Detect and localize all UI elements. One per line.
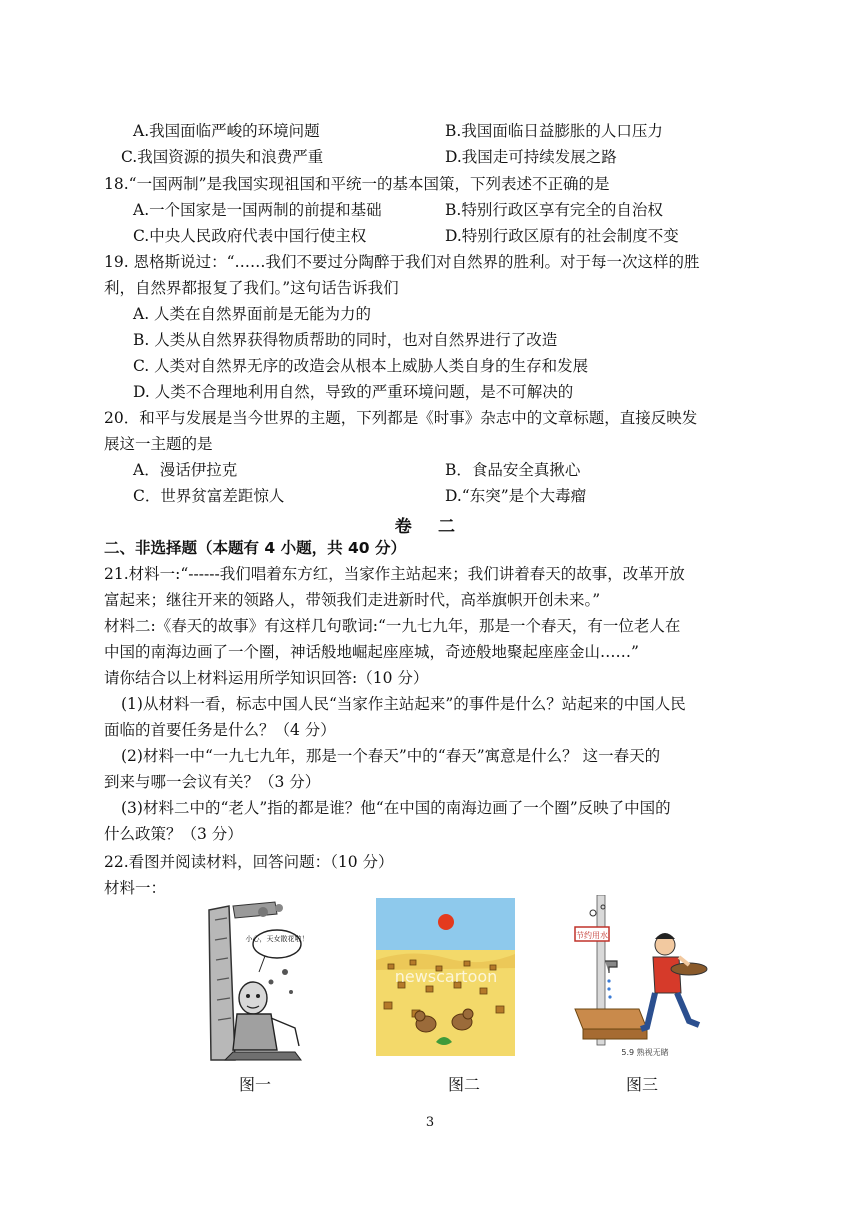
q21-material1-line2: 富起来；继往开来的领路人，带领我们走进新时代，高举旗帜开创未来。” <box>104 591 601 609</box>
figure-two-caption: 图二 <box>447 1075 480 1094</box>
q21-sub1-line2: 面临的首要任务是什么？（4 分） <box>104 721 336 739</box>
section-heading: 二、非选择题（本题有 4 小题，共 40 分） <box>104 539 406 557</box>
q21-sub3-line2: 什么政策？（3 分） <box>104 825 243 843</box>
q21-sub2-line1: (2)材料一中“一九七九年，那是一个春天”中的“春天”寓意是什么？ 这一春天的 <box>121 747 661 765</box>
q20-stem-line2: 展这一主题的是 <box>104 435 213 453</box>
figure-two-cartoon <box>376 898 515 1056</box>
figure-three-caption: 图三 <box>625 1075 658 1094</box>
q20-option-b: B．食品安全真揪心 <box>445 461 581 479</box>
q21-material1-line1: 21.材料一:“------我们唱着东方红，当家作主站起来；我们讲着春天的故事，改革开放 <box>104 565 685 583</box>
q20-option-c: C．世界贫富差距惊人 <box>133 487 285 505</box>
q18-option-b: B.特别行政区享有完全的自治权 <box>445 201 663 219</box>
q19-option-b: B. 人类从自然界获得物质帮助的同时，也对自然界进行了改造 <box>133 331 558 349</box>
figure-two-watermark: newscartoon <box>394 967 498 986</box>
figure-one-bubble-text: 小心，天女散花啦！ <box>245 935 309 943</box>
q22-material-label: 材料一： <box>104 879 167 897</box>
q19-stem-line2: 利，自然界都报复了我们。”这句话告诉我们 <box>104 279 399 297</box>
q17-option-b: B.我国面临日益膨胀的人口压力 <box>445 122 663 140</box>
q18-option-c: C.中央人民政府代表中国行使主权 <box>133 227 367 245</box>
q17-option-a: A.我国面临严峻的环境问题 <box>133 122 320 140</box>
q18-option-d: D.特别行政区原有的社会制度不变 <box>445 227 679 245</box>
figure-one-caption: 图一 <box>238 1075 271 1094</box>
q22-stem: 22.看图并阅读材料，回答问题：（10 分） <box>104 853 394 871</box>
q18-stem: 18.“一国两制”是我国实现祖国和平统一的基本国策，下列表述不正确的是 <box>104 175 610 193</box>
q19-stem-line1: 19. 恩格斯说过：“……我们不要过分陶醉于我们对自然界的胜利。对于每一次这样的胜 <box>104 253 700 271</box>
q17-option-c: C.我国资源的损失和浪费严重 <box>121 148 324 166</box>
q21-material2-line2: 中国的南海边画了一个圈，神话般地崛起座座城，奇迹般地聚起座座金山……” <box>104 643 639 661</box>
q19-option-d: D. 人类不合理地利用自然，导致的严重环境问题，是不可解决的 <box>133 383 574 401</box>
figure-one-cartoon <box>205 900 309 1062</box>
q21-sub2-line2: 到来与哪一会议有关？（3 分） <box>104 773 321 791</box>
q21-material2-line1: 材料二:《春天的故事》有这样几句歌词:“一九七九年，那是一个春天，有一位老人在 <box>104 617 681 635</box>
q18-option-a: A.一个国家是一国两制的前提和基础 <box>133 201 382 219</box>
q21-sub3-line1: (3)材料二中的“老人”指的都是谁？他“在中国的南海边画了一个圈”反映了中国的 <box>121 799 671 817</box>
figure-three-caption-inline: 5.9 熟视无睹 <box>621 1048 669 1057</box>
q19-option-a: A. 人类在自然界面前是无能为力的 <box>133 305 372 323</box>
q21-prompt: 请你结合以上材料运用所学知识回答:（10 分） <box>104 669 429 687</box>
figure-three-sign: 节约用水 <box>576 931 608 940</box>
q20-option-d: D.“东突”是个大毒瘤 <box>445 487 587 505</box>
part-two-title: 卷 二 <box>394 517 466 537</box>
q19-option-c: C. 人类对自然界无序的改造会从根本上威胁人类自身的生存和发展 <box>133 357 589 375</box>
q20-option-a: A．漫话伊拉克 <box>133 461 238 479</box>
page-number: 3 <box>425 1115 435 1130</box>
q21-sub1-line1: (1)从材料一看，标志中国人民“当家作主站起来”的事件是什么？站起来的中国人民 <box>121 695 686 713</box>
figure-three-cartoon <box>569 895 721 1063</box>
q17-option-d: D.我国走可持续发展之路 <box>445 148 617 166</box>
q20-stem-line1: 20．和平与发展是当今世界的主题，下列都是《时事》杂志中的文章标题，直接反映发 <box>104 409 698 427</box>
